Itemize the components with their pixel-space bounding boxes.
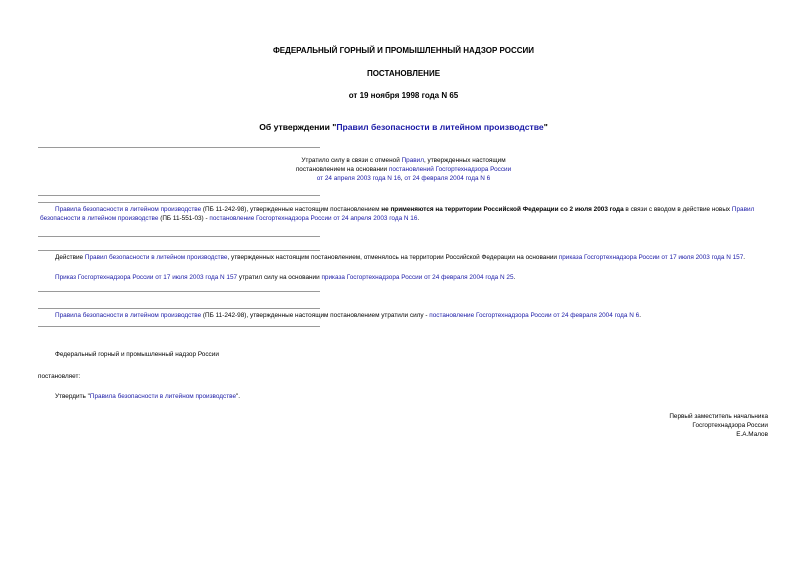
separator-rule <box>38 236 320 237</box>
order-25-link[interactable]: приказа Госгортехнадзора России от 24 февраля 2004 года N 25 <box>321 274 514 281</box>
title-suffix: " <box>543 122 548 132</box>
note-text: (ПБ 11-242-98), утвержденные настоящим постановлением <box>201 206 382 213</box>
separator-rule <box>38 250 320 251</box>
note-text: утратил силу на основании <box>237 274 322 281</box>
repeal-note-text: , <box>400 174 405 182</box>
order-157-link[interactable]: приказа Госгортехнадзора России от 17 июля 2003 года N 157 <box>558 254 744 261</box>
repeal-note-text: постановлением на основании <box>295 165 389 173</box>
rules-link[interactable]: Правила безопасности в литейном производстве <box>55 312 202 319</box>
repeal-note-text: , утвержденных настоящим <box>423 157 506 164</box>
separator-rule <box>38 308 320 309</box>
issuing-body: Федеральный горный и промышленный надзор России <box>55 351 219 358</box>
note-text: в связи с вводом в действие новых <box>623 206 732 213</box>
separator-rule <box>38 147 320 148</box>
separator-rule <box>38 202 320 203</box>
agency-heading: ФЕДЕРАЛЬНЫЙ ГОРНЫЙ И ПРОМЫШЛЕННЫЙ НАДЗОР РОССИИ <box>272 46 535 55</box>
note-emphasis: не применяются на территории Российской Федерации со 2 июля 2003 года <box>381 206 624 213</box>
note-not-applied <box>40 206 768 224</box>
repeal-note <box>200 157 607 184</box>
note-text: Действие <box>55 254 85 261</box>
separator-rule <box>38 195 320 196</box>
signature-position: Первый заместитель начальника <box>669 413 768 420</box>
note-text: (ПБ 11-242-98), утвержденные настоящим постановлением утратили силу - <box>201 312 430 319</box>
note-text: . <box>513 274 516 281</box>
resolution-2003-link[interactable]: постановление Госгортехнадзора России от 24 апреля 2003 года N 16 <box>209 214 418 222</box>
resolves-word: постановляет: <box>38 373 81 380</box>
note-lost-force <box>40 312 768 321</box>
new-rules-link[interactable]: Правил безопасности в литейном производстве <box>40 206 755 222</box>
resolution-2004-link[interactable]: от 24 февраля 2004 года N 6 <box>404 174 491 182</box>
approve-clause <box>55 393 655 402</box>
rules-link[interactable]: Правила безопасности в литейном производстве <box>89 393 237 400</box>
separator-rule <box>38 291 320 292</box>
rules-link[interactable]: Правил <box>401 157 424 164</box>
approve-text: Утвердить " <box>55 393 90 400</box>
repeal-note-line-2 <box>200 166 607 175</box>
note-text: . <box>417 214 420 222</box>
document-type: ПОСТАНОВЛЕНИЕ <box>366 69 441 78</box>
repeal-note-text: Утратило силу в связи с отменой <box>301 157 402 164</box>
repeal-note-line-3 <box>200 175 607 184</box>
note-text: . <box>639 312 641 319</box>
order-157-link[interactable]: Приказ Госгортехнадзора России от 17 июля 2003 года N 157 <box>55 274 238 281</box>
resolution-2003-link[interactable]: от 24 апреля 2003 года N 16 <box>316 174 401 182</box>
signature-block <box>500 413 768 440</box>
signature-name: Е.А.Малов <box>736 430 768 438</box>
title-rules-link[interactable]: Правил безопасности в литейном производстве <box>336 122 544 132</box>
note-text: . <box>743 254 746 261</box>
rules-link[interactable]: Правила безопасности в литейном производстве <box>55 206 202 213</box>
approve-text: ". <box>236 393 241 400</box>
separator-rule <box>38 326 320 327</box>
rules-link[interactable]: Правил безопасности в литейном производстве <box>84 254 228 261</box>
note-order-repealed <box>55 274 768 283</box>
note-suspended <box>40 254 768 263</box>
title-prefix: Об утверждении " <box>259 122 337 132</box>
document-date-number: от 19 ноября 1998 года N 65 <box>348 91 459 100</box>
note-text: (ПБ 11-551-03) - <box>158 214 210 222</box>
repeal-note-line-1 <box>200 157 607 166</box>
note-text: , утвержденных настоящим постановлением, отменялось на территории Российской Федерации на основании <box>227 254 559 261</box>
resolution-2004-link[interactable]: постановление Госгортехнадзора России от 24 февраля 2004 года N 6 <box>429 312 640 319</box>
document-title <box>0 121 807 133</box>
resolutions-link[interactable]: постановлений Госгортехнадзора России <box>388 165 512 173</box>
signature-organization: Госгортехнадзора России <box>692 421 768 429</box>
